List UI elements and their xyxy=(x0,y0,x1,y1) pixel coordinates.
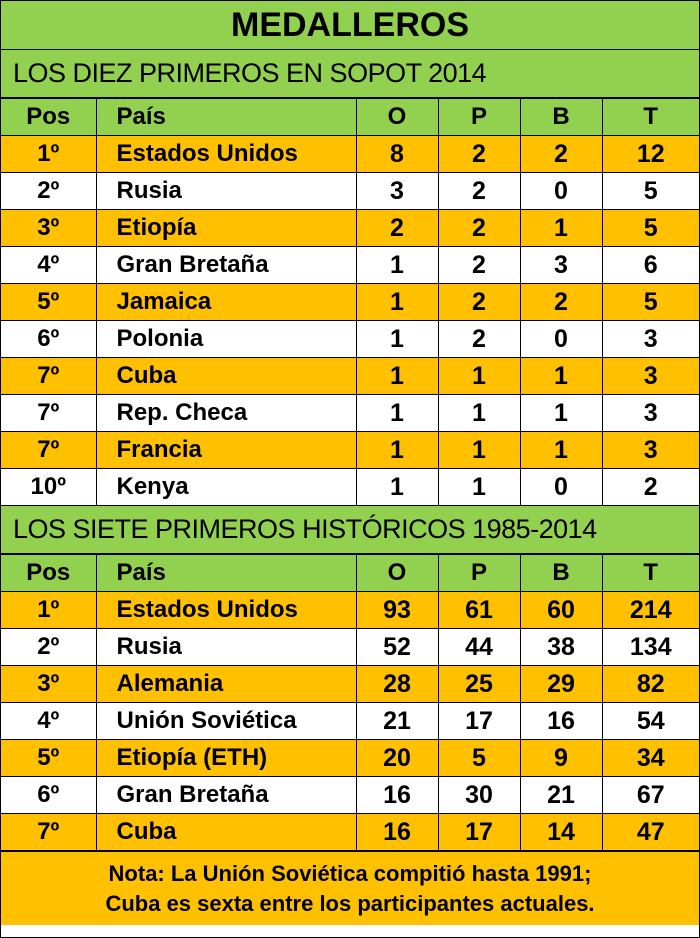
table-row xyxy=(1,321,699,358)
gold-cell: 28 xyxy=(356,666,438,703)
table-body xyxy=(1,136,699,506)
country-cell: Cuba xyxy=(96,814,356,851)
column-header: O xyxy=(356,555,438,592)
pos-cell: 7º xyxy=(1,432,96,469)
silver-cell: 5 xyxy=(438,740,520,777)
bronze-cell: 3 xyxy=(520,247,602,284)
bronze-cell: 9 xyxy=(520,740,602,777)
silver-cell: 1 xyxy=(438,358,520,395)
silver-cell: 1 xyxy=(438,395,520,432)
table-row xyxy=(1,136,699,173)
pos-cell: 6º xyxy=(1,321,96,358)
country-cell: Francia xyxy=(96,432,356,469)
total-cell: 5 xyxy=(602,210,699,247)
table-row xyxy=(1,210,699,247)
bronze-cell: 1 xyxy=(520,432,602,469)
silver-cell: 2 xyxy=(438,136,520,173)
silver-cell: 17 xyxy=(438,814,520,851)
gold-cell: 1 xyxy=(356,358,438,395)
pos-cell: 7º xyxy=(1,395,96,432)
total-cell: 54 xyxy=(602,703,699,740)
silver-cell: 2 xyxy=(438,173,520,210)
country-cell: Rusia xyxy=(96,173,356,210)
main-title: MEDALLEROS xyxy=(1,1,699,50)
gold-cell: 8 xyxy=(356,136,438,173)
pos-cell: 6º xyxy=(1,777,96,814)
country-cell: Etiopía (ETH) xyxy=(96,740,356,777)
total-cell: 6 xyxy=(602,247,699,284)
country-cell: Alemania xyxy=(96,666,356,703)
table-row xyxy=(1,284,699,321)
silver-cell: 1 xyxy=(438,432,520,469)
country-cell: Rep. Checa xyxy=(96,395,356,432)
table-header-row xyxy=(1,555,699,592)
column-header: País xyxy=(96,555,356,592)
column-header: O xyxy=(356,99,438,136)
country-cell: Polonia xyxy=(96,321,356,358)
bronze-cell: 1 xyxy=(520,210,602,247)
pos-cell: 5º xyxy=(1,284,96,321)
table-row xyxy=(1,358,699,395)
table-row xyxy=(1,432,699,469)
country-cell: Gran Bretaña xyxy=(96,247,356,284)
country-cell: Estados Unidos xyxy=(96,136,356,173)
column-header: B xyxy=(520,555,602,592)
silver-cell: 2 xyxy=(438,247,520,284)
gold-cell: 1 xyxy=(356,432,438,469)
pos-cell: 3º xyxy=(1,210,96,247)
table-body xyxy=(1,592,699,851)
table-row xyxy=(1,666,699,703)
bronze-cell: 0 xyxy=(520,173,602,210)
total-cell: 82 xyxy=(602,666,699,703)
section2-title: LOS SIETE PRIMEROS HISTÓRICOS 1985-2014 xyxy=(1,506,699,554)
gold-cell: 1 xyxy=(356,321,438,358)
table-row xyxy=(1,814,699,851)
bronze-cell: 0 xyxy=(520,469,602,506)
gold-cell: 16 xyxy=(356,777,438,814)
column-header: B xyxy=(520,99,602,136)
historic-table xyxy=(1,554,699,851)
country-cell: Rusia xyxy=(96,629,356,666)
country-cell: Cuba xyxy=(96,358,356,395)
table-row xyxy=(1,173,699,210)
silver-cell: 2 xyxy=(438,210,520,247)
table-row xyxy=(1,592,699,629)
bronze-cell: 0 xyxy=(520,321,602,358)
gold-cell: 93 xyxy=(356,592,438,629)
total-cell: 2 xyxy=(602,469,699,506)
gold-cell: 1 xyxy=(356,247,438,284)
total-cell: 134 xyxy=(602,629,699,666)
bronze-cell: 21 xyxy=(520,777,602,814)
pos-cell: 4º xyxy=(1,247,96,284)
silver-cell: 2 xyxy=(438,321,520,358)
pos-cell: 3º xyxy=(1,666,96,703)
table-row xyxy=(1,703,699,740)
column-header: País xyxy=(96,99,356,136)
pos-cell: 4º xyxy=(1,703,96,740)
bronze-cell: 14 xyxy=(520,814,602,851)
bronze-cell: 29 xyxy=(520,666,602,703)
gold-cell: 1 xyxy=(356,284,438,321)
silver-cell: 25 xyxy=(438,666,520,703)
pos-cell: 1º xyxy=(1,592,96,629)
country-cell: Unión Soviética xyxy=(96,703,356,740)
total-cell: 47 xyxy=(602,814,699,851)
country-cell: Gran Bretaña xyxy=(96,777,356,814)
gold-cell: 16 xyxy=(356,814,438,851)
silver-cell: 30 xyxy=(438,777,520,814)
footnote-line-2: Cuba es sexta entre los participantes actuales. xyxy=(105,890,595,916)
bronze-cell: 1 xyxy=(520,358,602,395)
bronze-cell: 1 xyxy=(520,395,602,432)
footnote xyxy=(1,851,699,925)
table-header-row xyxy=(1,99,699,136)
table-row xyxy=(1,469,699,506)
bronze-cell: 60 xyxy=(520,592,602,629)
total-cell: 214 xyxy=(602,592,699,629)
sopot-2014-table xyxy=(1,98,699,506)
country-cell: Jamaica xyxy=(96,284,356,321)
gold-cell: 20 xyxy=(356,740,438,777)
column-header: T xyxy=(602,555,699,592)
total-cell: 34 xyxy=(602,740,699,777)
table-row xyxy=(1,740,699,777)
pos-cell: 2º xyxy=(1,173,96,210)
total-cell: 67 xyxy=(602,777,699,814)
footnote-line-1: Nota: La Unión Soviética compitió hasta 1991; xyxy=(108,860,592,886)
total-cell: 3 xyxy=(602,432,699,469)
column-header: Pos xyxy=(1,99,96,136)
total-cell: 5 xyxy=(602,173,699,210)
total-cell: 3 xyxy=(602,358,699,395)
table-row xyxy=(1,247,699,284)
country-cell: Etiopía xyxy=(96,210,356,247)
pos-cell: 1º xyxy=(1,136,96,173)
silver-cell: 17 xyxy=(438,703,520,740)
bronze-cell: 2 xyxy=(520,136,602,173)
gold-cell: 3 xyxy=(356,173,438,210)
silver-cell: 2 xyxy=(438,284,520,321)
pos-cell: 10º xyxy=(1,469,96,506)
total-cell: 12 xyxy=(602,136,699,173)
bronze-cell: 38 xyxy=(520,629,602,666)
bronze-cell: 2 xyxy=(520,284,602,321)
gold-cell: 1 xyxy=(356,395,438,432)
gold-cell: 1 xyxy=(356,469,438,506)
country-cell: Estados Unidos xyxy=(96,592,356,629)
pos-cell: 7º xyxy=(1,358,96,395)
column-header: P xyxy=(438,555,520,592)
table-row xyxy=(1,395,699,432)
pos-cell: 5º xyxy=(1,740,96,777)
silver-cell: 44 xyxy=(438,629,520,666)
table-row xyxy=(1,777,699,814)
total-cell: 3 xyxy=(602,395,699,432)
total-cell: 5 xyxy=(602,284,699,321)
bronze-cell: 16 xyxy=(520,703,602,740)
gold-cell: 21 xyxy=(356,703,438,740)
silver-cell: 1 xyxy=(438,469,520,506)
total-cell: 3 xyxy=(602,321,699,358)
silver-cell: 61 xyxy=(438,592,520,629)
column-header: P xyxy=(438,99,520,136)
pos-cell: 7º xyxy=(1,814,96,851)
gold-cell: 52 xyxy=(356,629,438,666)
column-header: Pos xyxy=(1,555,96,592)
gold-cell: 2 xyxy=(356,210,438,247)
column-header: T xyxy=(602,99,699,136)
section1-title: LOS DIEZ PRIMEROS EN SOPOT 2014 xyxy=(1,50,699,98)
table-row xyxy=(1,629,699,666)
pos-cell: 2º xyxy=(1,629,96,666)
country-cell: Kenya xyxy=(96,469,356,506)
